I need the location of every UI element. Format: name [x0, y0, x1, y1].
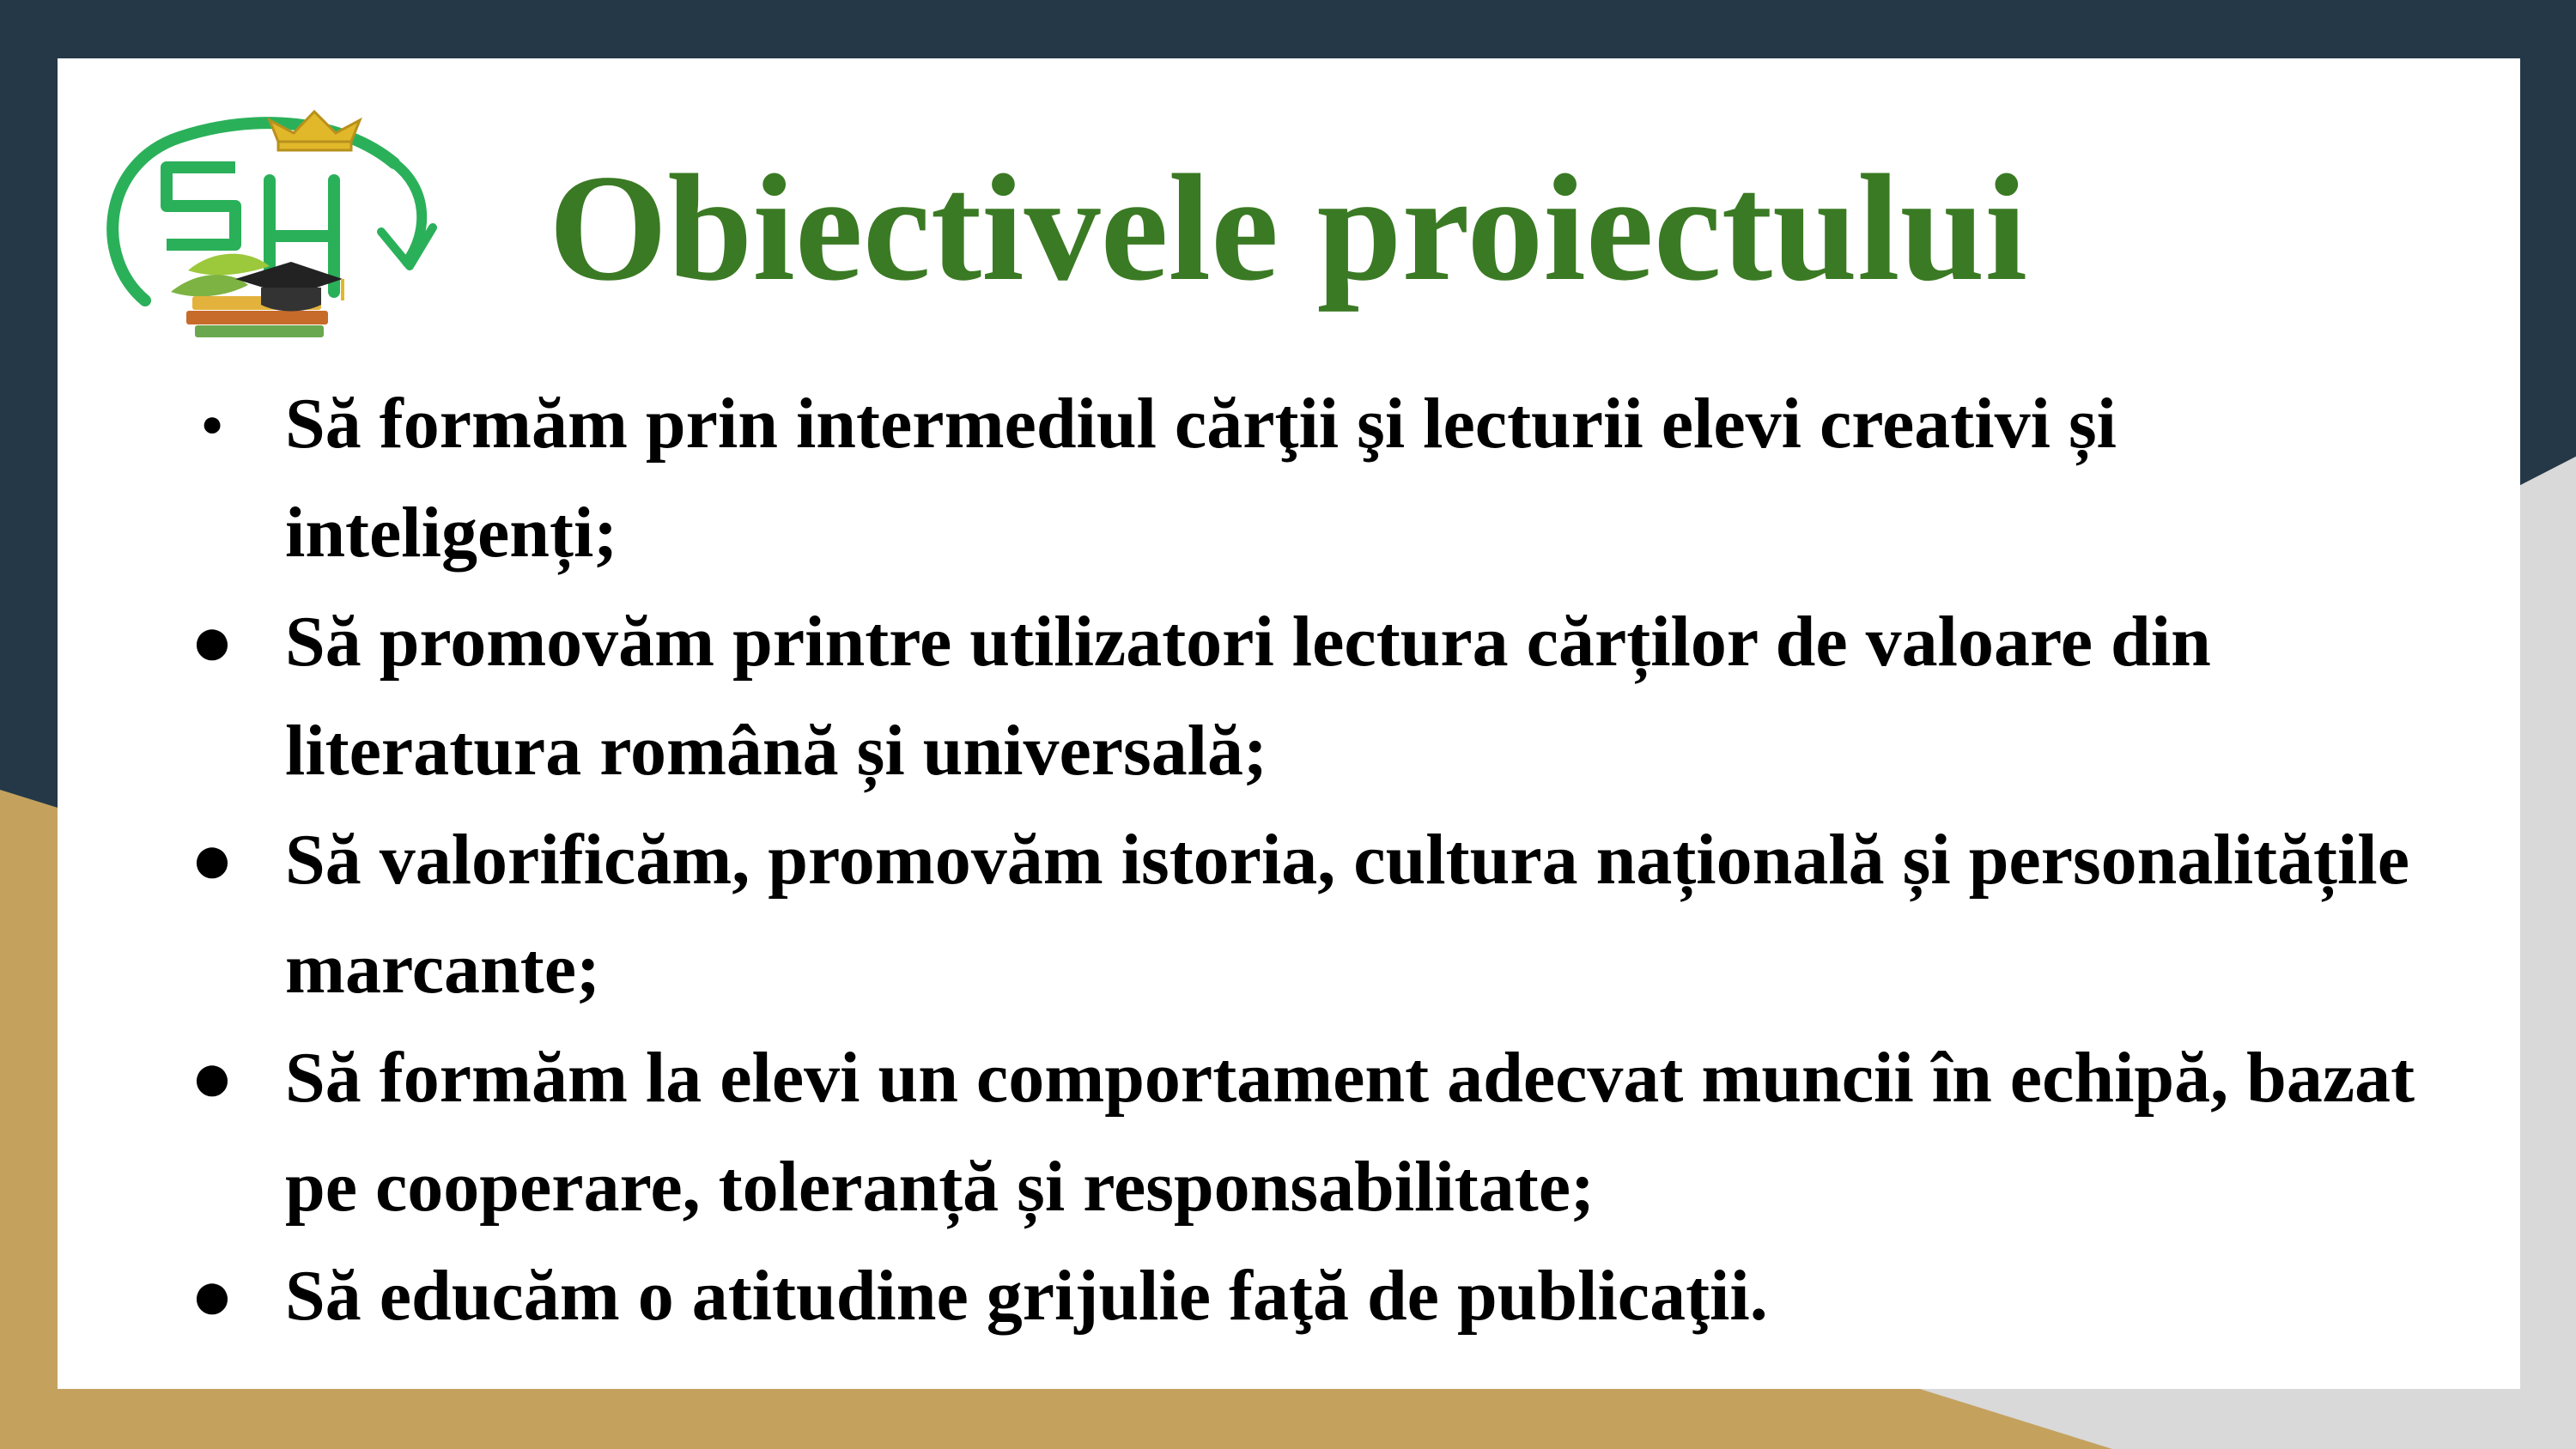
bullet-icon: ●: [190, 602, 234, 682]
bullet-icon: ●: [190, 820, 234, 900]
objective-text: Să formăm prin intermediul cărţii şi lecturii elevi creativi și inteligenți;: [285, 384, 2117, 573]
objective-text: Să educăm o atitudine grijulie faţă de publicaţii.: [285, 1256, 1768, 1336]
objective-text: Să promovăm printre utilizatori lectura cărților de valoare din literatura română și universală;: [285, 602, 2211, 791]
objective-text: Să valorificăm, promovăm istoria, cultura națională și personalitățile marcante;: [285, 820, 2409, 1009]
objective-text: Să formăm la elevi un comportament adecvat muncii în echipă, bazat pe cooperare, toleranță și responsabilitate;: [285, 1038, 2415, 1227]
bullet-icon: ●: [200, 403, 224, 445]
slide-panel: [58, 58, 2520, 1389]
bullet-icon: ●: [190, 1038, 234, 1118]
bullet-icon: ●: [190, 1256, 234, 1336]
page-title: Obiectivele proiectului: [548, 142, 2028, 312]
